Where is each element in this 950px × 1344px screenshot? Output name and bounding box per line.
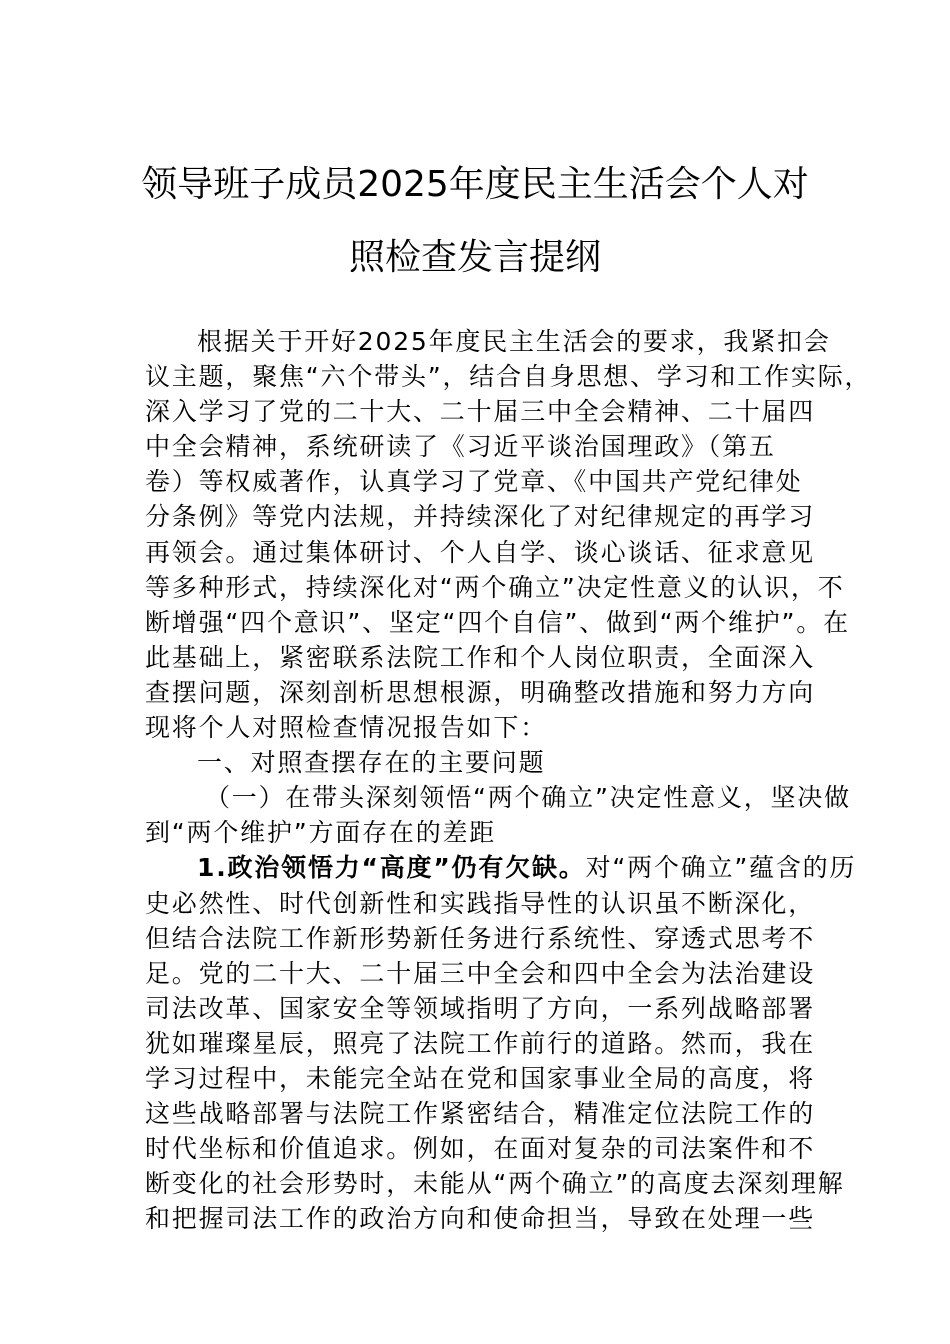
paragraph-line: 现将个人对照检查情况报告如下： <box>145 713 548 743</box>
document-title-line-1: 领导班子成员2025年度民主生活会个人对 <box>141 164 809 205</box>
paragraph-line: 司法改革、国家安全等领域指明了方向，一系列战略部署 <box>145 993 816 1023</box>
subsection-heading: （一）在带头深刻领悟“两个确立”决定性意义，坚决做 <box>205 783 851 813</box>
paragraph-line: 时代坐标和价值追求。例如，在面对复杂的司法案件和不 <box>145 1134 816 1164</box>
paragraph-line: 卷）等权威著作，认真学习了党章、《中国共产党纪律处 <box>145 467 803 497</box>
paragraph-line: 断增强“四个意识”、坚定“四个自信”、做到“两个维护”。在 <box>145 607 850 637</box>
paragraph-line: 史必然性、时代创新性和实践指导性的认识虽不断深化， <box>145 888 816 918</box>
paragraph-line: 议主题，聚焦“六个带头”，结合自身思想、学习和工作实际， <box>145 362 872 392</box>
subsection-heading-cont: 到“两个维护”方面存在的差距 <box>145 818 497 848</box>
section-heading: 一、对照查摆存在的主要问题 <box>197 748 546 778</box>
paragraph-line: 中全会精神，系统研读了《习近平谈治国理政》（第五 <box>145 432 776 462</box>
paragraph-line: 再领会。通过集体研讨、个人自学、谈心谈话、征求意见 <box>145 537 816 567</box>
paragraph-line: 学习过程中，未能完全站在党和国家事业全局的高度，将 <box>145 1063 816 1093</box>
paragraph-line: 查摆问题，深刻剖析思想根源，明确整改措施和努力方向 <box>145 677 816 707</box>
document-title-line-2: 照检查发言提纲 <box>348 237 601 278</box>
paragraph-line: 根据关于开好2025年度民主生活会的要求，我紧扣会 <box>197 327 831 356</box>
paragraph-line: 此基础上，紧密联系法院工作和个人岗位职责，全面深入 <box>145 642 816 672</box>
document-body <box>145 324 872 1236</box>
paragraph-line: 分条例》等党内法规，并持续深化了对纪律规定的再学习 <box>145 502 816 532</box>
paragraph-line: 但结合法院工作新形势新任务进行系统性、穿透式思考不 <box>145 923 816 953</box>
bold-lead: 1.政治领悟力“高度”仍有欠缺。 <box>197 853 586 883</box>
paragraph-line: 和把握司法工作的政治方向和使命担当，导致在处理一些 <box>145 1204 816 1234</box>
paragraph-line: 断变化的社会形势时，未能从“两个确立”的高度去深刻理解 <box>145 1169 845 1199</box>
point-heading-line <box>145 850 857 885</box>
point-text: 对“两个确立”蕴含的历 <box>585 853 857 883</box>
paragraph-line: 深入学习了党的二十大、二十届三中全会精神、二十届四 <box>145 397 816 427</box>
paragraph-line: 等多种形式，持续深化对“两个确立”决定性意义的认识，不 <box>145 572 845 602</box>
paragraph-line: 这些战略部署与法院工作紧密结合，精准定位法院工作的 <box>145 1099 816 1129</box>
paragraph-line: 犹如璀璨星辰，照亮了法院工作前行的道路。然而，我在 <box>145 1028 816 1058</box>
paragraph-line: 足。党的二十大、二十届三中全会和四中全会为法治建设 <box>145 958 816 988</box>
